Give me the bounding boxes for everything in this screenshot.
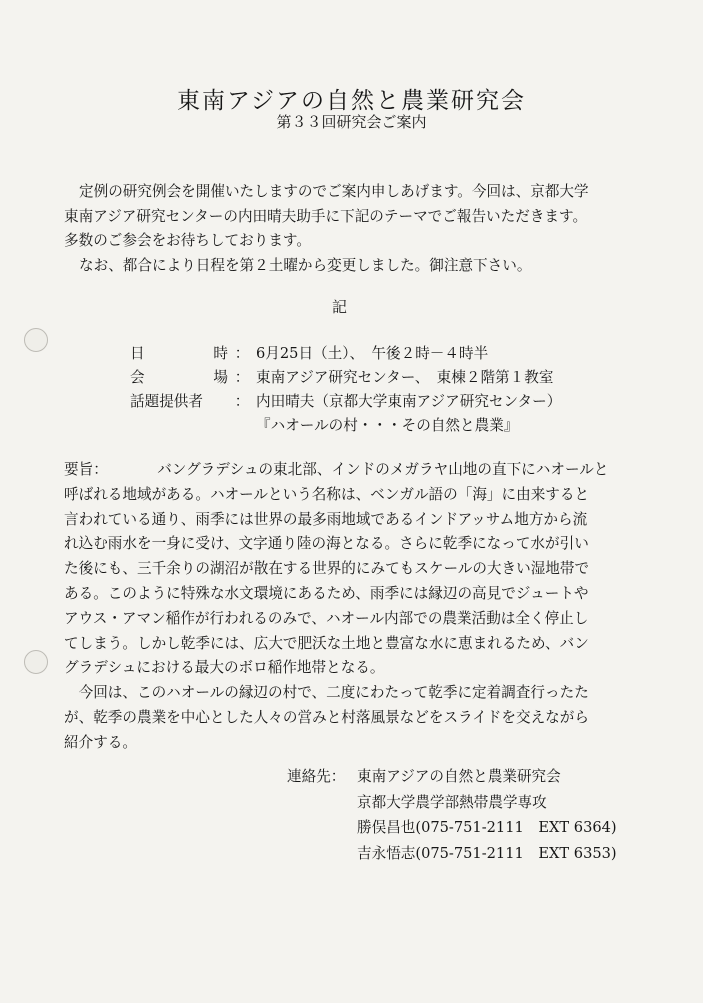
event-details (130, 342, 561, 438)
contact-person: 吉永悟志(075-751-2111 EXT 6353) (357, 844, 617, 862)
colon: ： (234, 345, 250, 362)
summary-line: ある。このように特殊な水文環境にあるため、雨季には縁辺の高見でジュートや (64, 584, 589, 602)
venue-row (130, 366, 561, 390)
summary-line: が、乾季の農業を中心とした人々の営みと村落風景などをスライドを交えながら (64, 708, 589, 726)
date-row (130, 342, 561, 366)
date-value: 6月25日（土）、 午後２時－４時半 (256, 345, 489, 362)
contact-org: 東南アジアの自然と農業研究会 (357, 768, 561, 785)
intro-line: 多数のご参会をお待ちしております。 (64, 232, 311, 249)
presenter-value: 内田晴夫（京都大学東南アジア研究センター） (256, 393, 562, 410)
summary-label: 要旨： (64, 461, 108, 478)
summary-line: た後にも、三千余りの湖沼が散在する世界的にみてもスケールの大きい湿地帯で (64, 560, 590, 578)
summary-line: 今回は、このハオールの縁辺の村で、二度にわたって乾季に定着調査行ったた (64, 684, 589, 702)
date-label: 日 時 (130, 345, 228, 362)
intro-line: なお、都合により日程を第２土曜から変更しました。御注意下さい。 (79, 256, 532, 274)
summary-line: 呼ばれる地域がある。ハオールという名称は、ベンガル語の「海」に由来すると (64, 485, 590, 503)
summary-line: アウス・アマン稲作が行われるのみで、ハオール内部での農業活動は全く停止し (64, 609, 589, 627)
colon: ： (234, 393, 250, 410)
intro-line: 東南アジア研究センターの内田晴夫助手に下記のテーマでご報告いただきます。 (64, 207, 588, 225)
contact-dept: 京都大学農学部熱帯農学専攻 (357, 793, 547, 811)
intro-line: 定例の研究例会を開催いたしますのでご案内申しあげます。今回は、京都大学 (79, 183, 589, 200)
summary-line: 紹介する。 (64, 733, 137, 751)
summary-line: れ込む雨水を一身に受け、文字通り陸の海となる。さらに乾季になって水が引い (64, 535, 589, 553)
colon: ： (234, 369, 250, 386)
contact-person: 勝俣昌也(075-751-2111 EXT 6364) (357, 819, 617, 836)
topic-row (130, 414, 561, 438)
contact-label: 連絡先： (287, 768, 346, 785)
summary-line: 要旨： バングラデシュの東北部、インドのメガラヤ山地の直下にハオールと (64, 458, 644, 483)
document-title: 東南アジアの自然と農業研究会 (176, 88, 527, 114)
contact-org-row (287, 764, 617, 790)
punch-hole (24, 650, 48, 674)
venue-value: 東南アジア研究センター、 東棟２階第１教室 (256, 369, 554, 386)
intro-paragraph (64, 180, 644, 278)
ki-heading: 記 (332, 298, 348, 316)
presenter-label: 話題提供者 (130, 393, 203, 410)
presenter-row (130, 390, 561, 414)
punch-hole (24, 328, 48, 352)
contact-block (287, 764, 617, 866)
document-subtitle: 第３３回研究会ご案内 (276, 113, 427, 131)
venue-label: 会 場 (130, 369, 228, 386)
summary-line: グラデシュにおける最大のボロ稲作地帯となる。 (64, 659, 385, 677)
topic-title: 『ハオールの村・・・その自然と農業』 (256, 417, 519, 434)
summary-section (64, 458, 644, 756)
summary-line: てしまう。しかし乾季には、広大で肥沃な土地と豊富な水に恵まれるため、バン (64, 634, 589, 652)
summary-line: 言われている通り、雨季には世界の最多雨地域であるインドアッサム地方から流 (64, 510, 588, 528)
